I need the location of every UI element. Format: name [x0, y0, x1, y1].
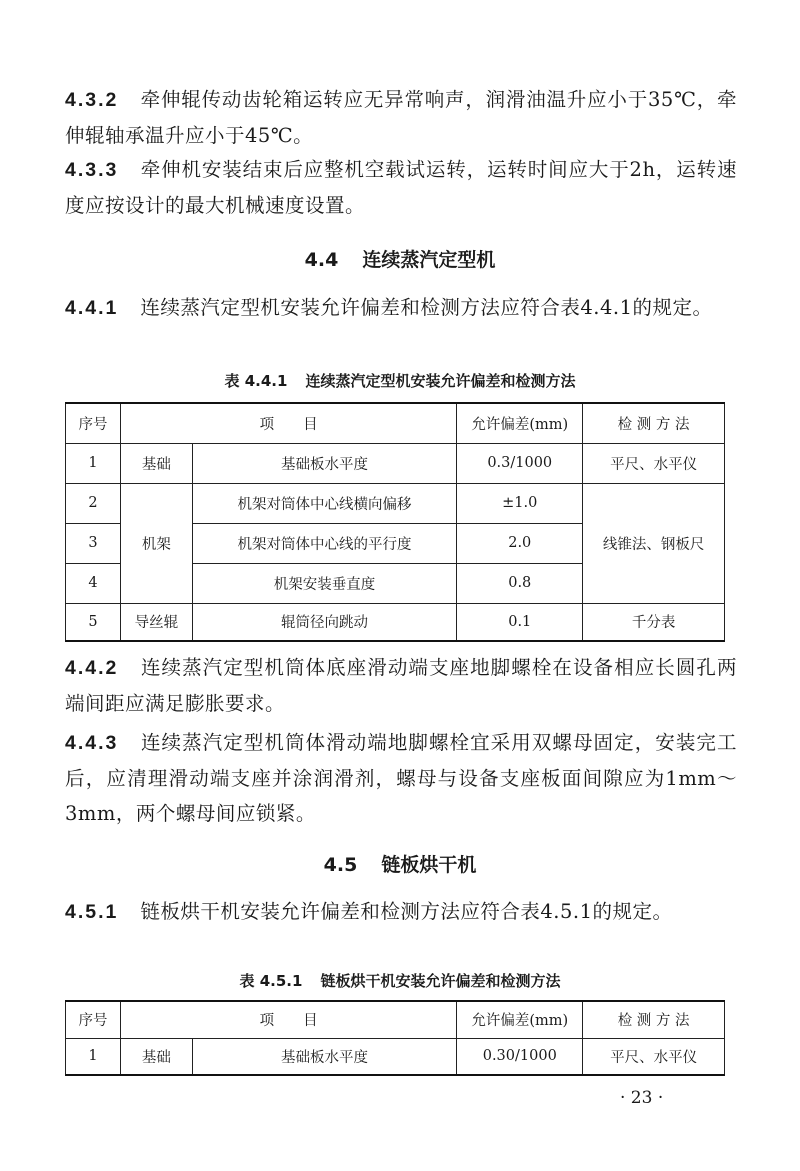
- cell: 0.30/1000: [457, 1038, 583, 1075]
- cell: 2.0: [457, 523, 583, 563]
- cell: 平尺、水平仪: [583, 1038, 725, 1075]
- table-row: [66, 483, 725, 523]
- clause-text: 牵伸机安装结束后应整机空载试运转，运转时间应大于2h，运转速度应按设计的最大机械速度设置。: [65, 158, 737, 217]
- table-row: [66, 603, 725, 641]
- table-header-row: [66, 403, 725, 443]
- cell: ±1.0: [457, 483, 583, 523]
- table-row: [66, 443, 725, 483]
- caption-text: 链板烘干机安装允许偏差和检测方法: [320, 972, 561, 990]
- clause-4-4-3: [65, 725, 737, 831]
- caption-number: 表 4.4.1: [224, 372, 288, 390]
- cell: 机架安装垂直度: [192, 563, 457, 603]
- heading-title: 连续蒸汽定型机: [362, 249, 496, 271]
- header-cell: 允许偏差(mm): [457, 403, 583, 443]
- cell: 平尺、水平仪: [583, 443, 725, 483]
- header-cell: 项 目: [120, 1001, 456, 1038]
- cell: 5: [66, 603, 121, 641]
- clause-4-5-1: [65, 894, 737, 930]
- cell: 0.1: [457, 603, 583, 641]
- clause-4-4-1: [65, 290, 737, 326]
- heading-number: 4.5: [323, 854, 358, 876]
- header-cell: 允许偏差(mm): [457, 1001, 583, 1038]
- clause-text: 连续蒸汽定型机筒体滑动端地脚螺栓宜采用双螺母固定，安装完工后，应清理滑动端支座并涂润滑剂，螺母与设备支座板面间隙应为1mm～3mm，两个螺母间应锁紧。: [65, 731, 737, 825]
- cell: 基础板水平度: [192, 1038, 457, 1075]
- cell: 2: [66, 483, 121, 523]
- cell: 4: [66, 563, 121, 603]
- caption-text: 连续蒸汽定型机安装允许偏差和检测方法: [305, 372, 576, 390]
- cell: 千分表: [583, 603, 725, 641]
- clause-text: 链板烘干机安装允许偏差和检测方法应符合表4.5.1的规定。: [140, 900, 673, 923]
- clause-number: 4.5.1: [65, 901, 119, 923]
- header-cell: 序号: [66, 403, 121, 443]
- cell: 基础: [120, 443, 192, 483]
- cell: 机架对筒体中心线的平行度: [192, 523, 457, 563]
- table-4-5-1: [65, 1000, 725, 1076]
- table-caption-4-5-1: [0, 970, 800, 991]
- header-cell: 检 测 方 法: [583, 403, 725, 443]
- clause-text: 连续蒸汽定型机安装允许偏差和检测方法应符合表4.4.1的规定。: [140, 296, 713, 319]
- clause-number: 4.4.2: [65, 657, 119, 679]
- clause-number: 4.4.3: [65, 732, 119, 754]
- cell: 3: [66, 523, 121, 563]
- cell: 线锥法、钢板尺: [583, 483, 725, 603]
- cell: 机架对筒体中心线横向偏移: [192, 483, 457, 523]
- cell: 辊筒径向跳动: [192, 603, 457, 641]
- cell: 导丝辊: [120, 603, 192, 641]
- cell: 0.8: [457, 563, 583, 603]
- cell: 基础板水平度: [192, 443, 457, 483]
- clause-text: 连续蒸汽定型机筒体底座滑动端支座地脚螺栓在设备相应长圆孔两端间距应满足膨胀要求。: [65, 656, 737, 715]
- page-number: · 23 ·: [620, 1088, 664, 1108]
- heading-title: 链板烘干机: [381, 854, 477, 876]
- section-heading-4-5: [0, 850, 800, 877]
- cell: 机架: [120, 483, 192, 603]
- clause-number: 4.4.1: [65, 297, 119, 319]
- clause-4-4-2: [65, 650, 737, 721]
- heading-number: 4.4: [304, 249, 339, 271]
- caption-number: 表 4.5.1: [239, 972, 303, 990]
- clause-number: 4.3.3: [65, 159, 119, 181]
- table-header-row: [66, 1001, 725, 1038]
- clause-4-3-3: [65, 152, 737, 223]
- table-caption-4-4-1: [0, 370, 800, 391]
- cell: 0.3/1000: [457, 443, 583, 483]
- cell: 1: [66, 1038, 121, 1075]
- header-cell: 项 目: [120, 403, 456, 443]
- cell: 1: [66, 443, 121, 483]
- clause-4-3-2: [65, 82, 737, 153]
- table-4-4-1: [65, 402, 725, 642]
- header-cell: 序号: [66, 1001, 121, 1038]
- section-heading-4-4: [0, 245, 800, 272]
- header-cell: 检 测 方 法: [583, 1001, 725, 1038]
- clause-text: 牵伸辊传动齿轮箱运转应无异常响声，润滑油温升应小于35℃，牵伸辊轴承温升应小于45℃。: [65, 88, 737, 147]
- table-row: [66, 1038, 725, 1075]
- clause-number: 4.3.2: [65, 89, 119, 111]
- cell: 基础: [120, 1038, 192, 1075]
